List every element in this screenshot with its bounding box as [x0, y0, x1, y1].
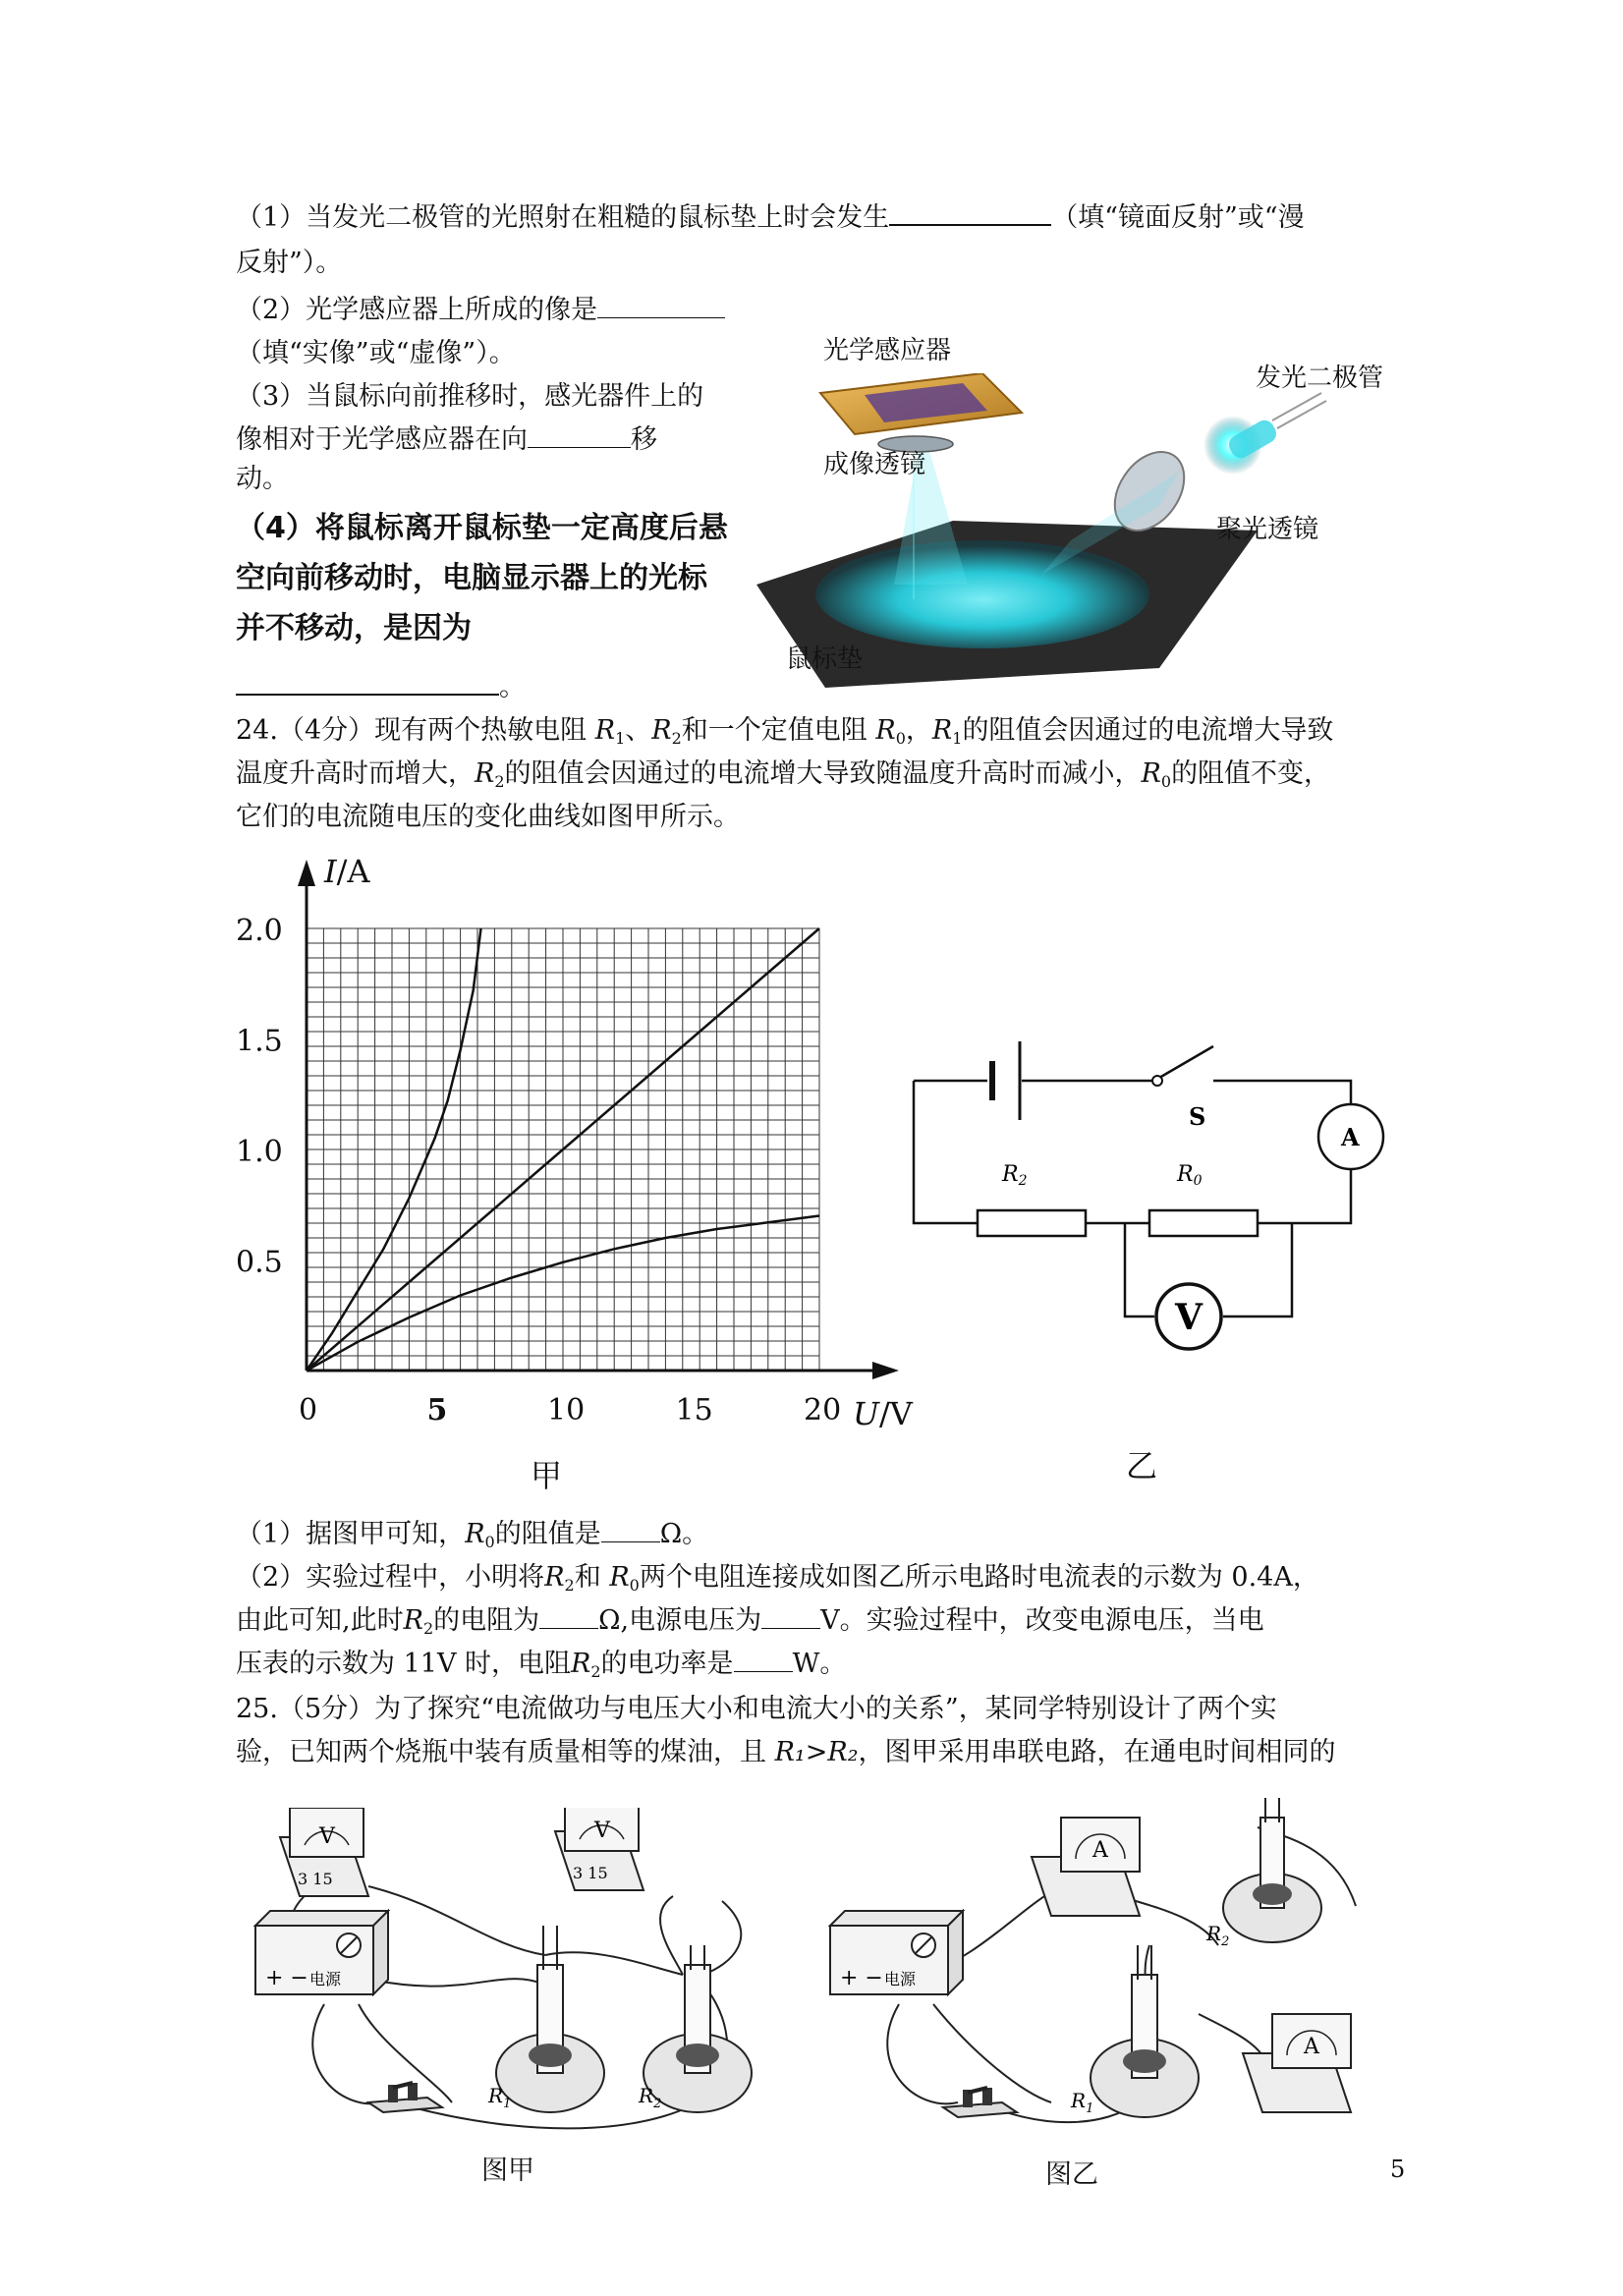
answer-blank[interactable] — [539, 1600, 598, 1629]
answer-blank[interactable] — [528, 420, 631, 448]
q23-part4-line1: （4）将鼠标离开鼠标垫一定高度后悬 — [236, 511, 728, 545]
q23-part3-line1: （3）当鼠标向前推移时，感光器件上的 — [236, 381, 704, 412]
label-condenser-lens: 聚光透镜 — [1216, 515, 1319, 544]
r0-label: R0 — [1177, 1162, 1203, 1189]
power-supply-b — [830, 1911, 963, 1994]
svg-text:A: A — [1092, 1838, 1108, 1863]
svg-text:A: A — [1304, 2035, 1319, 2059]
y-tick-label: 2.0 — [236, 914, 283, 948]
answer-blank[interactable] — [734, 1644, 793, 1672]
svg-text:3 15: 3 15 — [298, 1870, 333, 1888]
light-spot — [815, 540, 1149, 648]
label-imaging-lens: 成像透镜 — [823, 450, 926, 479]
q23-part2-line2: （填“实像”或“虚像”）。 — [236, 338, 516, 368]
r2-label: R2 — [1002, 1162, 1028, 1189]
label-optical-sensor: 光学感应器 — [823, 336, 952, 365]
x-tick-label: 0 — [299, 1393, 318, 1428]
y-tick-label: 1.5 — [236, 1024, 283, 1059]
q24-intro-line3: 它们的电流随电压的变化曲线如图甲所示。 — [236, 802, 740, 832]
ammeter-2 — [1243, 2014, 1351, 2112]
page-number: 5 — [1390, 2156, 1406, 2183]
q25-line1: 25.（5分）为了探究“电流做功与电压大小和电流大小的关系”，某同学特别设计了两个实 — [236, 1694, 1277, 1724]
q24-sub2-line3: 压表的示数为 11V 时，电阻$R_2$的电功率是 W。 — [236, 1643, 846, 1694]
experiment-fig-a — [251, 1808, 830, 2161]
y-axis-label: I/A — [324, 853, 370, 890]
answer-blank[interactable] — [601, 1514, 660, 1542]
answer-blank[interactable] — [236, 666, 499, 696]
fig-a-apparatus-caption: 图甲 — [481, 2156, 534, 2186]
ammeter-1 — [1032, 1818, 1140, 1916]
x-tick-label: 10 — [547, 1393, 586, 1428]
svg-text:V: V — [594, 1819, 610, 1843]
x-tick-label: 20 — [804, 1393, 842, 1428]
resistor-r0 — [1149, 1210, 1258, 1236]
q23-part1-line1: （1）当发光二极管的光照射在粗糙的鼠标垫上时会发生 （填“镜面反射”或“漫 — [236, 196, 1305, 240]
svg-text:R2: $R_2$ — [1206, 1922, 1230, 1949]
answer-blank[interactable] — [889, 196, 1051, 226]
fig-b-caption: 乙 — [1126, 1447, 1158, 1484]
x-tick-label: 15 — [675, 1393, 713, 1428]
power-supply — [255, 1911, 388, 1994]
fig-a-caption: 甲 — [531, 1457, 563, 1494]
q23-part4-line3: 并不移动，是因为 — [236, 611, 472, 645]
svg-text:电源: 电源 — [884, 1970, 917, 1988]
svg-text:R1: $R_1$ — [488, 2084, 512, 2111]
answer-blank[interactable] — [761, 1600, 820, 1629]
q24-sub2-line2: 由此可知,此时$R_2$的电阻为 Ω,电源电压为 V。实验过程中，改变电源电压，当电 — [236, 1599, 1264, 1651]
label-led: 发光二极管 — [1256, 364, 1384, 393]
experiment-fig-b — [825, 1798, 1375, 2161]
switch-pivot — [1152, 1076, 1162, 1086]
y-axis-arrow — [298, 860, 315, 886]
q23-part1-line2: 反射”）。 — [236, 248, 343, 278]
flask-r1-b — [1070, 1945, 1199, 2117]
q23-part3-line3: 动。 — [236, 464, 289, 494]
x-axis-arrow — [872, 1362, 899, 1379]
x-tick-label: 5 — [426, 1393, 448, 1428]
q23-part4-line2: 空向前移动时，电脑显示器上的光标 — [236, 561, 707, 595]
voltmeter-2 — [555, 1808, 644, 1890]
q24-intro-line1: 24.（4分）现有两个热敏电阻 $R_1$、$R_2$和一个定值电阻 $R_0$，$R_1$的阻值会因通过的电流增大导致 — [236, 715, 1334, 748]
ammeter-label: A — [1341, 1123, 1360, 1151]
q25-line2: 验，已知两个烧瓶中装有质量相等的煤油，且 R₁>R₂，图甲采用串联电路，在通电时间相同的 — [236, 1737, 1336, 1767]
iv-chart — [226, 845, 914, 1434]
answer-blank[interactable] — [597, 290, 725, 318]
voltmeter-1 — [280, 1808, 368, 1896]
q23-part3-line2: 像相对于光学感应器在向 移 — [236, 419, 657, 462]
svg-text:3 15: 3 15 — [573, 1864, 608, 1882]
svg-text:+ −: + − — [840, 1966, 883, 1990]
svg-text:R2: $R_2$ — [639, 2084, 662, 2111]
q24-intro-line2: 温度升高时而增大，$R_2$的阻值会因通过的电流增大导致随温度升高时而减小，$R_0$的阻值不变， — [236, 758, 1331, 791]
x-axis-label: U/V — [853, 1395, 913, 1432]
circuit-diagram — [904, 1022, 1415, 1375]
svg-text:R1: $R_1$ — [1071, 2089, 1094, 2116]
svg-text:+ −: + − — [265, 1966, 308, 1990]
svg-text:电源: 电源 — [309, 1970, 342, 1988]
y-tick-label: 1.0 — [236, 1135, 283, 1169]
label-mousepad: 鼠标垫 — [786, 644, 864, 674]
q24-sub2-line1: （2）实验过程中，小明将$R_2$和 $R_0$两个电阻连接成如图乙所示电路时电流表的示数为 0.4A， — [236, 1562, 1319, 1595]
q23-part4-line4: 。 — [236, 666, 526, 709]
q24-sub1: （1）据图甲可知，$R_0$的阻值是 Ω。 — [236, 1513, 708, 1564]
resistor-r2 — [978, 1210, 1086, 1236]
switch — [368, 2083, 442, 2112]
svg-text:V: V — [319, 1824, 335, 1849]
y-tick-label: 0.5 — [236, 1245, 283, 1280]
flask-r2 — [638, 1945, 752, 2112]
switch-label: S — [1189, 1102, 1206, 1131]
fig-b-apparatus-caption: 图乙 — [1045, 2159, 1098, 2190]
voltmeter-label: V — [1175, 1297, 1203, 1338]
q23-part2-line1: （2）光学感应器上所成的像是 — [236, 289, 725, 332]
flask-r2-b — [1205, 1798, 1321, 1949]
